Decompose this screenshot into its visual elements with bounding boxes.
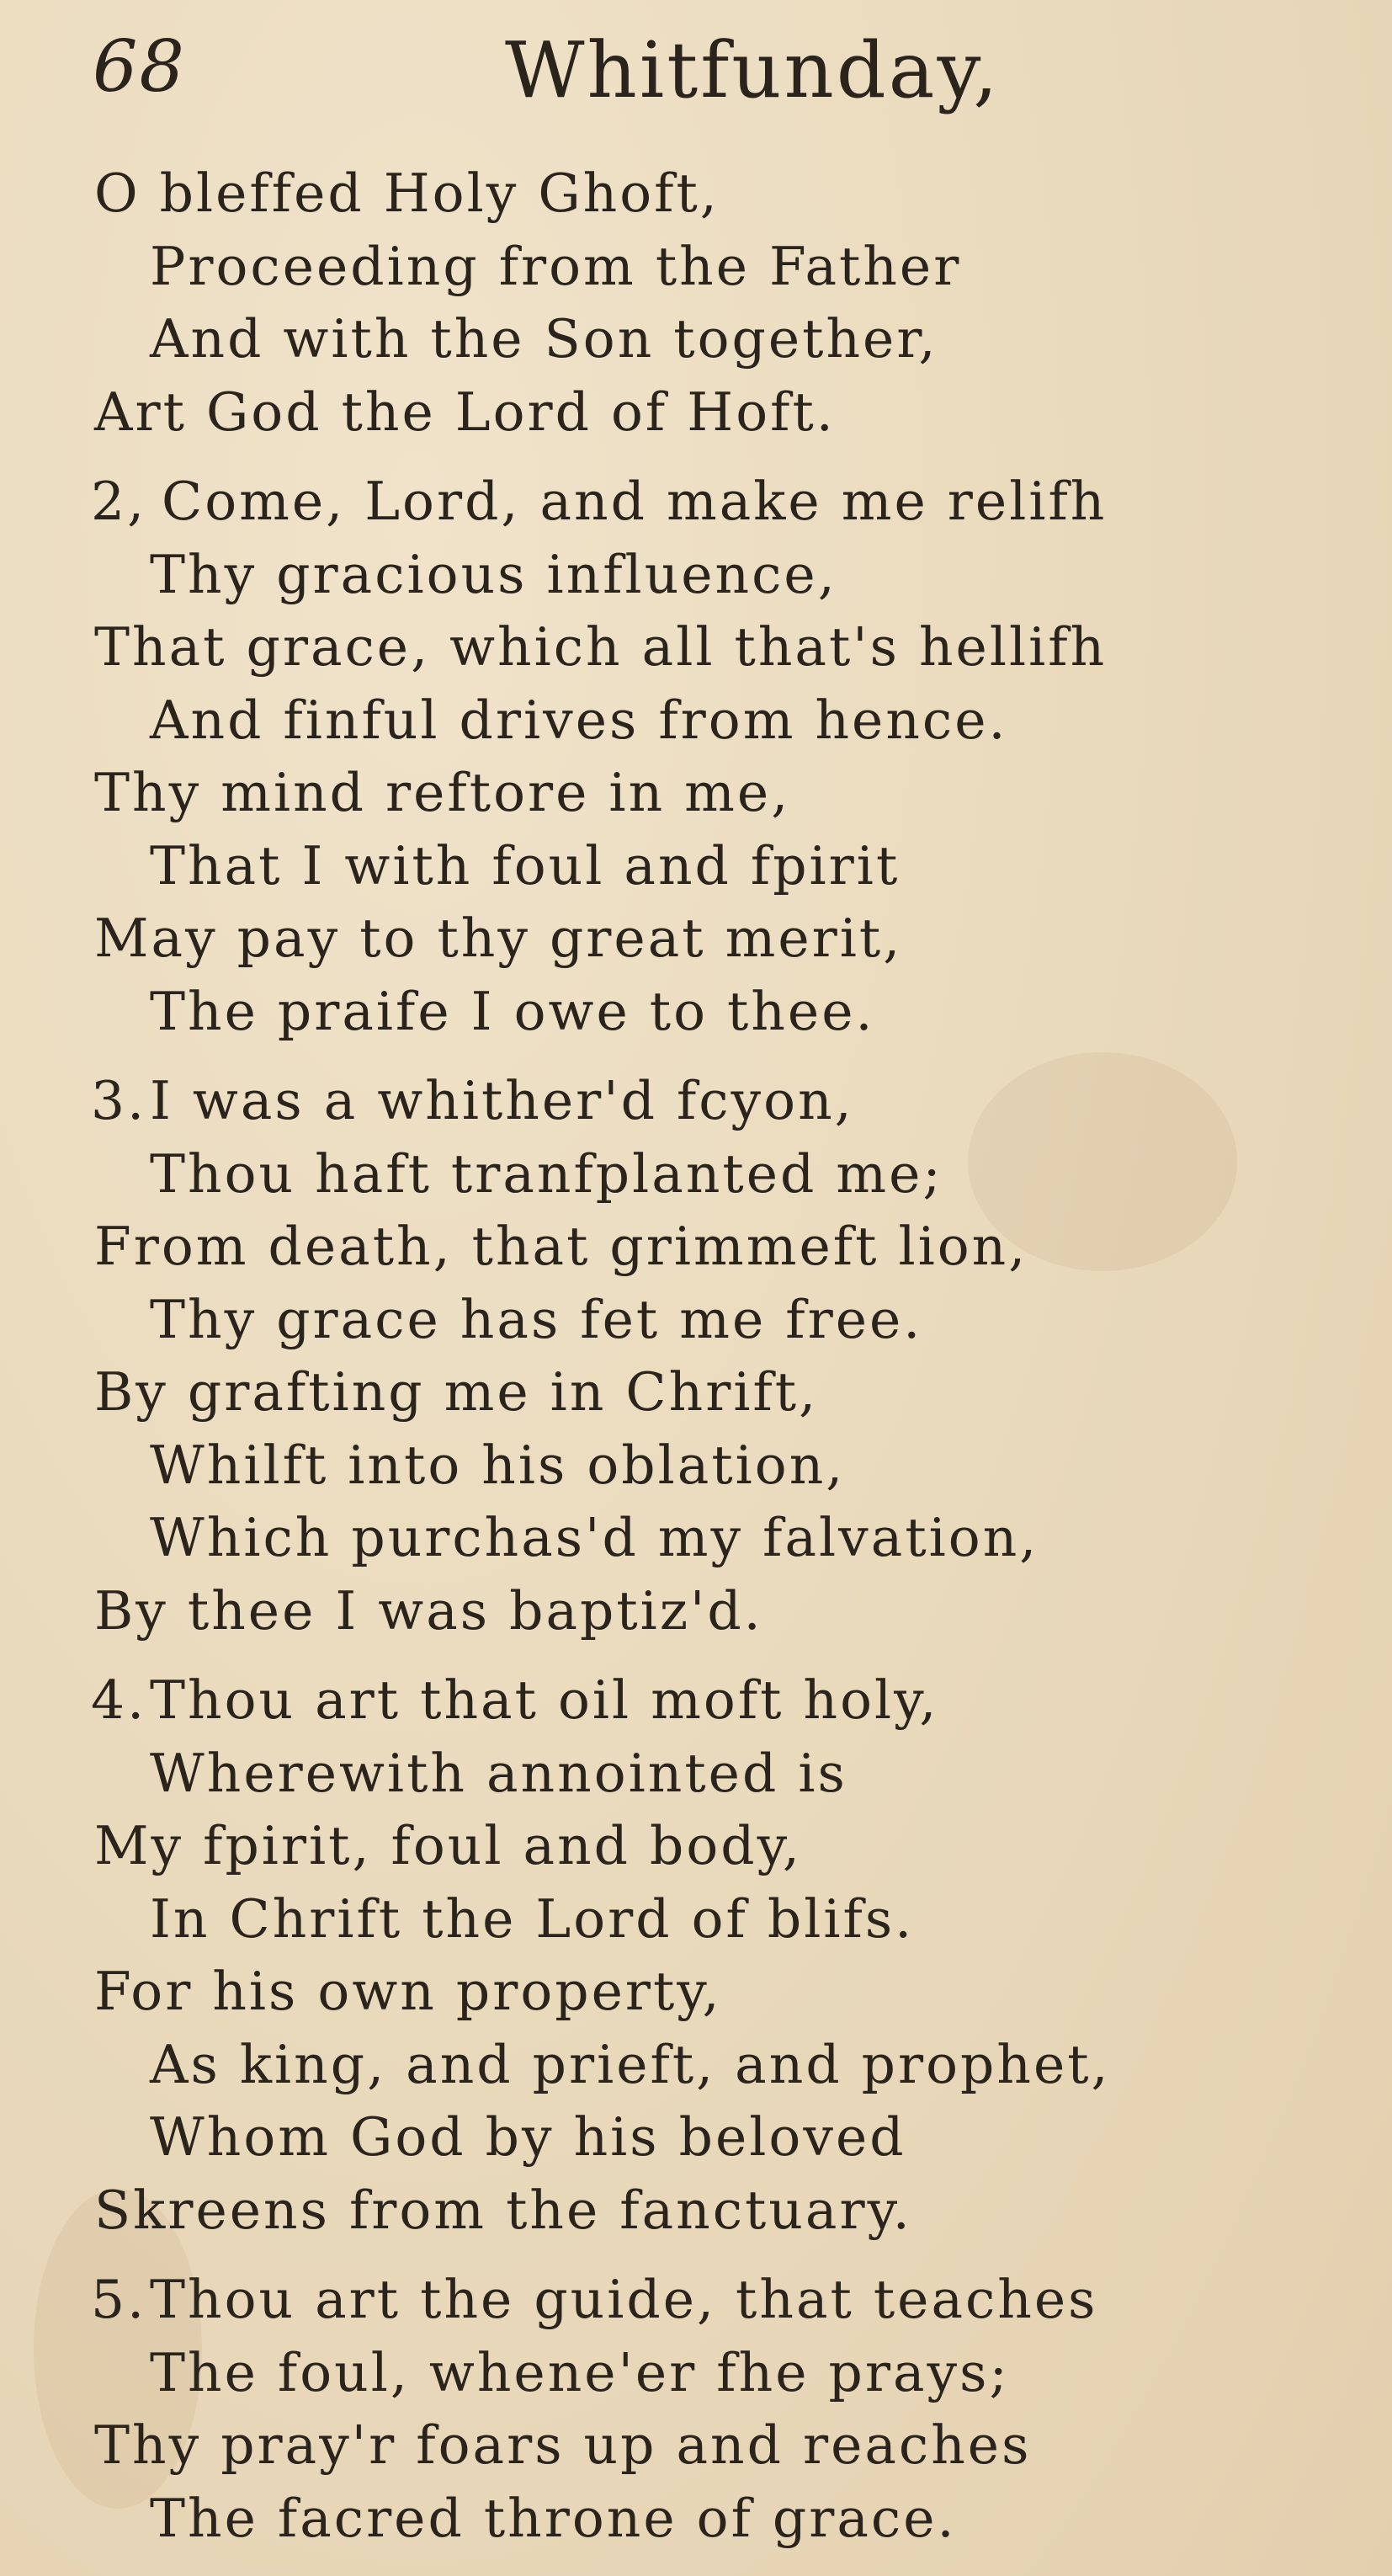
- stanza-line: Come, Lord, and make me relifh: [162, 470, 1108, 532]
- stanza-line: Thou haft tranfplanted me;: [150, 1142, 943, 1205]
- stanza-line: By thee I was baptiz'd.: [94, 1579, 763, 1642]
- stanza-line: That grace, which all that's hellifh: [94, 616, 1108, 679]
- stanza-line: For his own property,: [94, 1961, 722, 2023]
- page-header: [93, 25, 1313, 152]
- stanza-line: And finful drives from hence.: [150, 689, 1008, 751]
- stanza-line: That I with foul and fpirit: [150, 834, 901, 897]
- stanza-line: In Chrift the Lord of blifs.: [150, 1887, 915, 1950]
- stanza-line: The praife I owe to thee.: [150, 980, 875, 1042]
- stanza-line: As king, and prieft, and prophet,: [150, 2033, 1111, 2095]
- stanza-number: 2,: [91, 470, 147, 532]
- stanza-line: By grafting me in Chrift,: [94, 1361, 819, 1424]
- stanza-number: 5.: [91, 2269, 147, 2331]
- running-title: Whitfunday,: [505, 25, 1001, 115]
- stanza-line: Thy pray'r foars up and reaches: [94, 2414, 1032, 2477]
- page-number: 68: [93, 25, 186, 108]
- stanza-line: I was a whither'd fcyon,: [150, 1070, 854, 1132]
- stanza-line: Which purchas'd my falvation,: [150, 1507, 1039, 1569]
- stanza-line: Thy gracious influence,: [150, 543, 837, 605]
- stanza-line: Thou art that oil moft holy,: [150, 1669, 939, 1732]
- stanza-line: Art God the Lord of Hoft.: [94, 381, 836, 443]
- stanza-line: Thy mind reftore in me,: [94, 762, 791, 824]
- stanza-line: My fpirit, foul and body,: [94, 1815, 802, 1877]
- stanza-line: Skreens from the fanctuary.: [94, 2179, 912, 2242]
- stanza-line: The facred throne of grace.: [150, 2488, 957, 2549]
- stanza-line: Wherewith annointed is: [150, 1742, 847, 1804]
- stanza-line: Proceeding from the Father: [150, 235, 962, 297]
- stanza-line: Whom God by his beloved: [150, 2106, 906, 2169]
- stanza-line: Thy grace has fet me free.: [150, 1288, 923, 1350]
- stanza-line: May pay to thy great merit,: [94, 907, 903, 970]
- stanza-line: From death, that grimmeft lion,: [94, 1216, 1028, 1278]
- stanza-line: O bleffed Holy Ghoft,: [94, 162, 720, 224]
- stanza-line: The foul, whene'er fhe prays;: [150, 2341, 1010, 2403]
- stanza-line: Whilft into his oblation,: [150, 1434, 846, 1496]
- stanza-number: 3.: [91, 1070, 147, 1132]
- stanza-number: 4.: [91, 1669, 147, 1732]
- stanza-line: Thou art the guide, that teaches: [150, 2269, 1098, 2331]
- stanza-line: And with the Son together,: [150, 308, 938, 370]
